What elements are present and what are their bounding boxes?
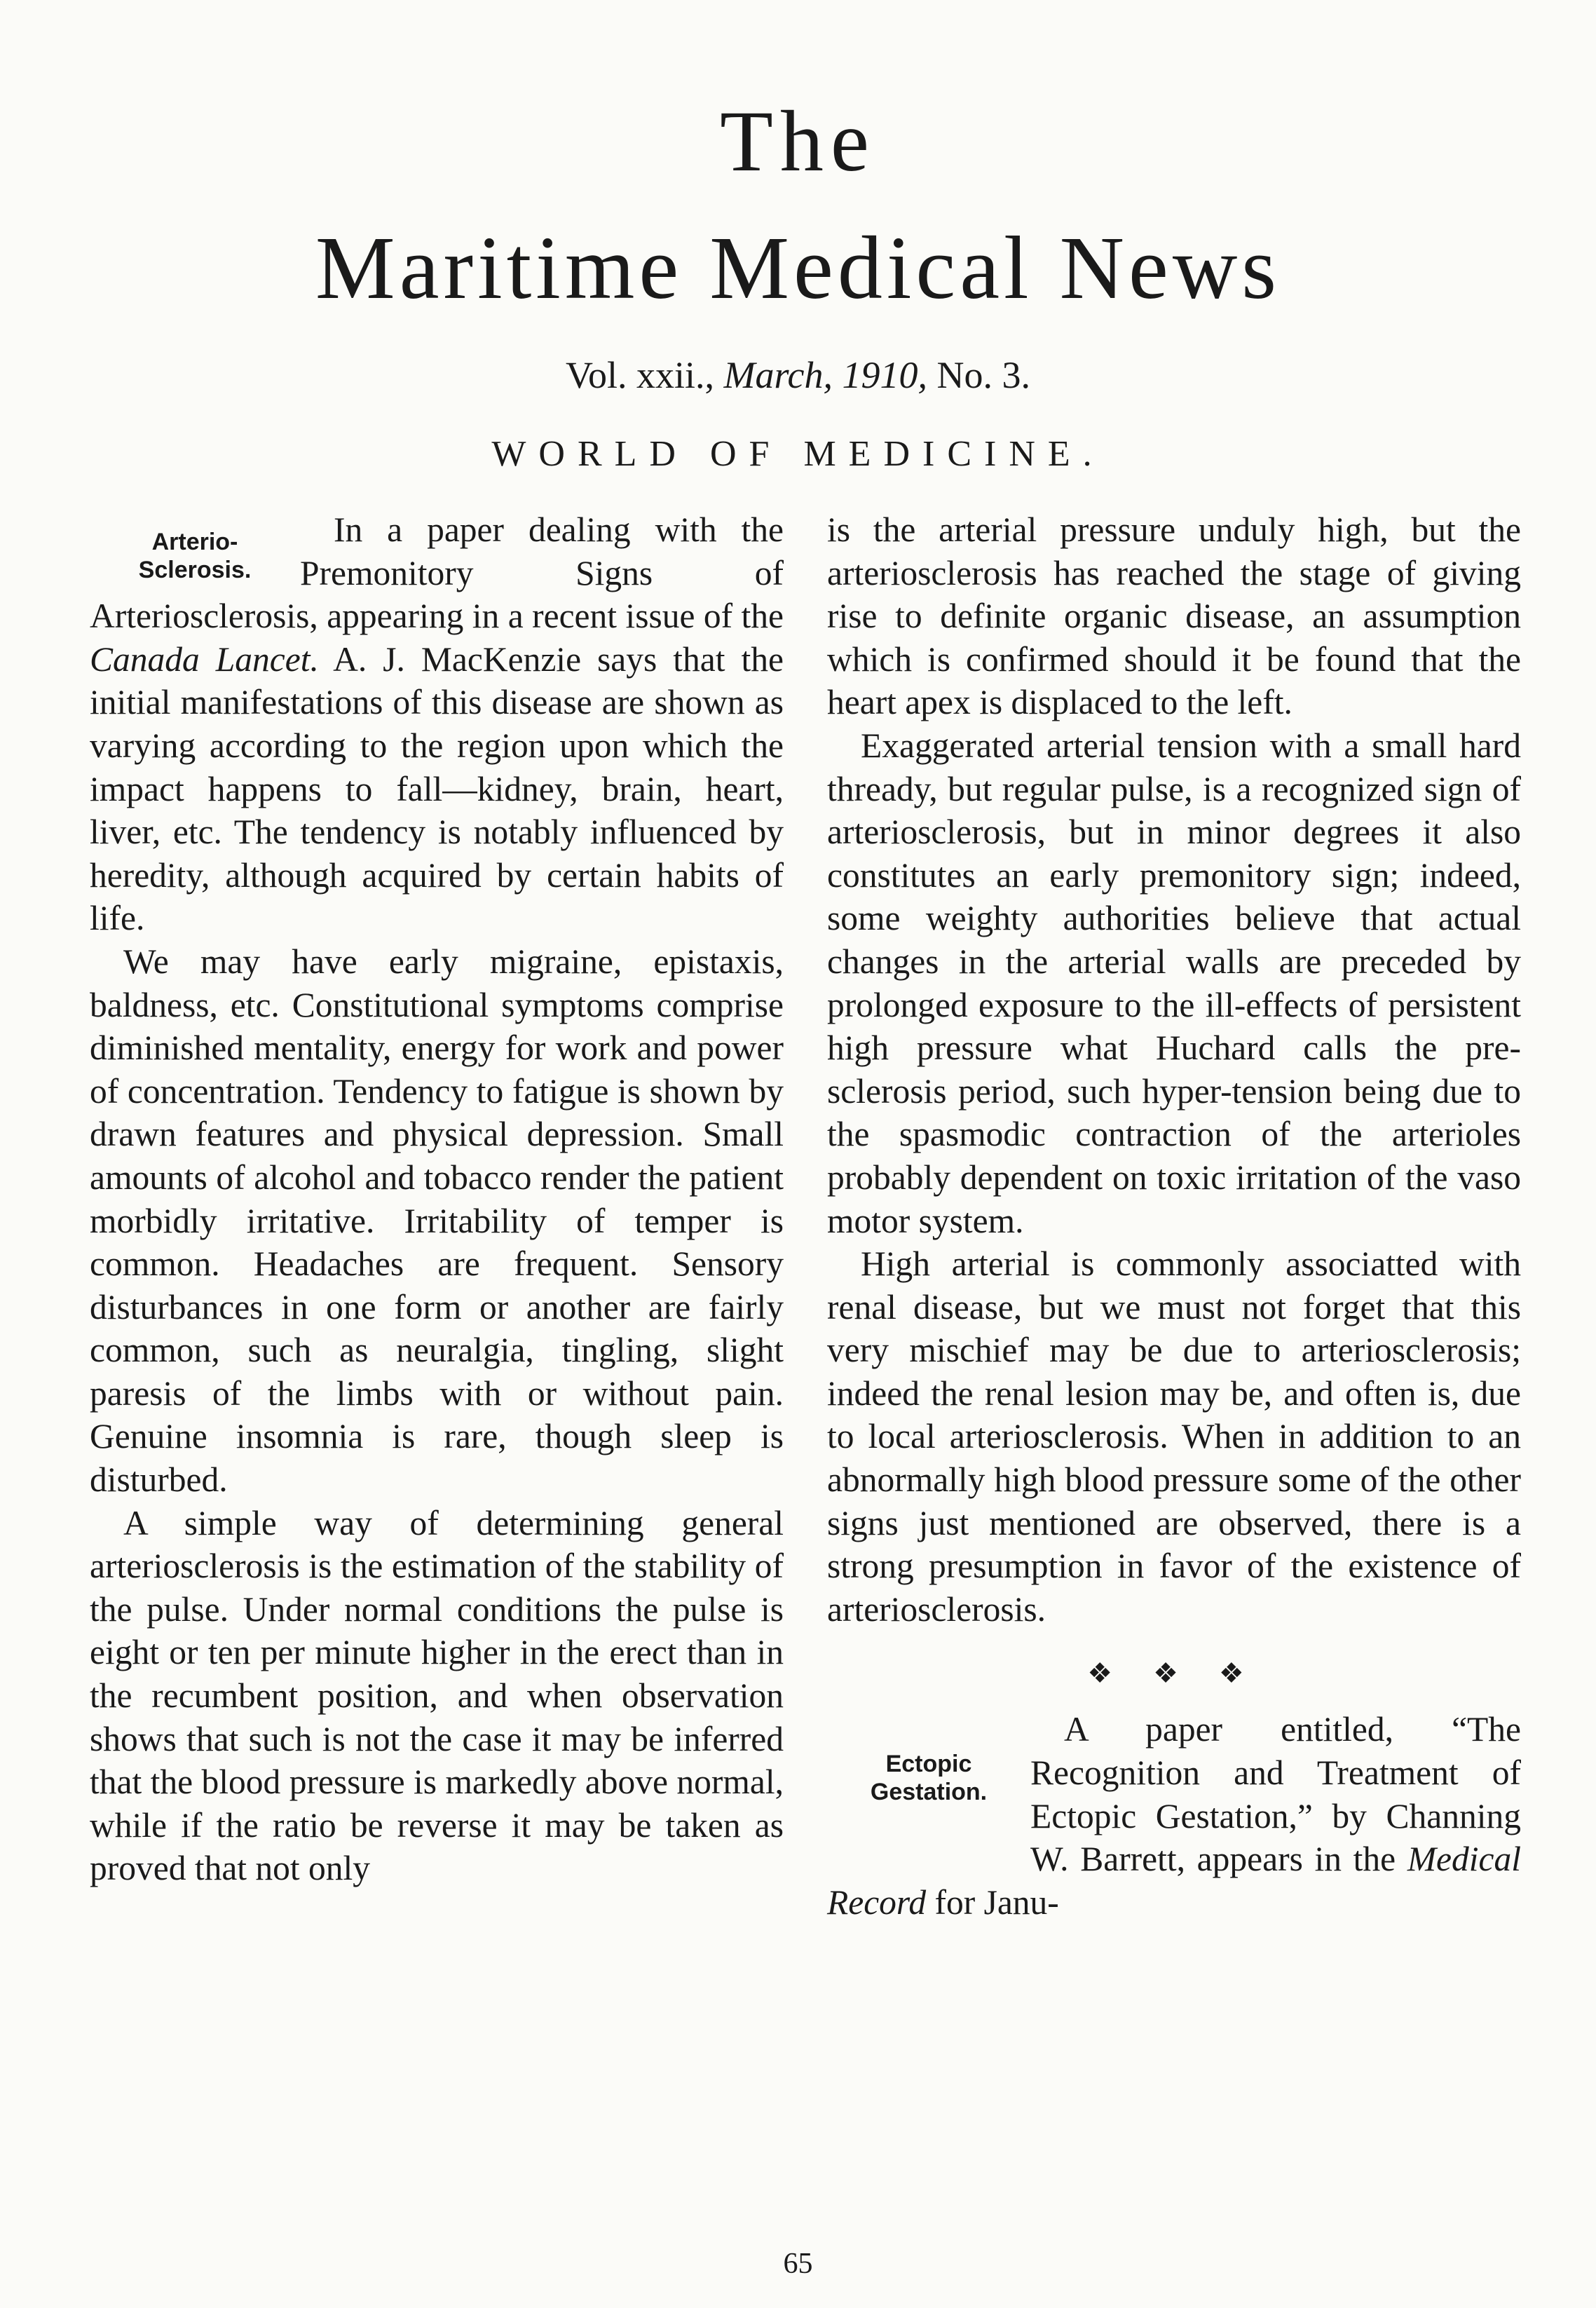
issue-date: March, 1910,: [723, 354, 927, 396]
paragraph-text: for Janu-: [926, 1882, 1059, 1922]
paragraph-text: A paper entitled, “The Recognition and Treatment of Ectopic Gestation,” by Channing W. Barrett, appears in the: [1030, 1710, 1521, 1879]
sidenote-label: Ectopic Gestation.: [870, 1751, 988, 1806]
volume-label: Vol. xxii.,: [565, 354, 715, 396]
section-heading: WORLD OF MEDICINE.: [491, 434, 1105, 474]
issue-line: [0, 356, 1596, 394]
sidenote-arteriosclerosis: [90, 508, 300, 592]
paragraph: High arterial is commonly associatted with renal disease, but we must not forget that this very mischief may be due to arteriosclerosis; indeed the renal lesion may be, and often is, due to local arteriosclerosis. When in addition to an abnormally high blood pressure some of the other signs just mentioned are observed, there is a strong presumption in favor of the existence of arteriosclerosis.: [827, 1244, 1521, 1629]
left-column: [90, 508, 784, 1890]
section-divider-ornament: ❖ ❖ ❖: [1087, 1657, 1261, 1690]
sidenote-ectopic-gestation: [827, 1708, 1030, 1838]
paragraph: Exaggerated arterial tension with a small hard thready, but regular pulse, is a recognized sign of arteriosclerosis, but in minor degrees it also constitutes an early premonitory sign; indeed, some weighty authorities believe that actual changes in the arterial walls are preceded by prolonged exposure to the ill-effects of persistent high pressure what Huchard calls the pre-sclerosis period, such hyper-tension being due to the spasmodic contraction of the arterioles probably dependent on toxic irritation of the vaso motor system.: [827, 726, 1521, 1240]
masthead-the: The: [720, 93, 876, 189]
paragraph-text: In a paper dealing with the Premonitory Signs of Arteriosclerosis, appearing in a recent issue of the: [90, 510, 784, 636]
journal-name: Medical Record: [827, 1840, 1521, 1922]
right-column: [827, 508, 1521, 1924]
paragraph: is the arterial pressure unduly high, but the arteriosclerosis has reached the stage of giving rise to definite organic disease, an assumption which is confirmed should it be found that the heart apex is displaced to the left.: [827, 510, 1521, 722]
paragraph: A simple way of determining general arteriosclerosis is the estimation of the stability of the pulse. Under normal conditions the pulse is eight or ten per minute higher in the erect than in the recumbent position, and when observation shows that such is not the case it may be inferred that the blood pressure is markedly above normal, while if the ratio be reverse it may be taken as proved that not only: [90, 1503, 784, 1888]
paragraph: We may have early migraine, epistaxis, baldness, etc. Constitutional symptoms comprise diminished mentality, energy for work and power of concentration. Tendency to fatigue is shown by drawn features and physical depression. Small amounts of alcohol and tobacco render the patient morbidly irritative. Irritability of temper is common. Headaches are frequent. Sensory disturbances in one form or another are fairly common, such as neuralgia, tingling, slight paresis of the limbs with or without pain. Genuine insomnia is rare, though sleep is disturbed.: [90, 942, 784, 1500]
paragraph-text: A. J. MacKenzie says that the initial manifestations of this disease are shown as varying according to the region upon which the impact happens to fall—kidney, brain, heart, liver, etc. The tendency is notably influenced by heredity, although acquired by certain habits of life.: [90, 639, 784, 938]
issue-number: No. 3.: [936, 354, 1030, 396]
sidenote-label: Arterio- Sclerosis.: [138, 529, 252, 583]
journal-name: Canada Lancet.: [90, 639, 319, 679]
page-number: 65: [783, 2248, 813, 2280]
masthead-title: Maritime Medical News: [315, 218, 1281, 318]
